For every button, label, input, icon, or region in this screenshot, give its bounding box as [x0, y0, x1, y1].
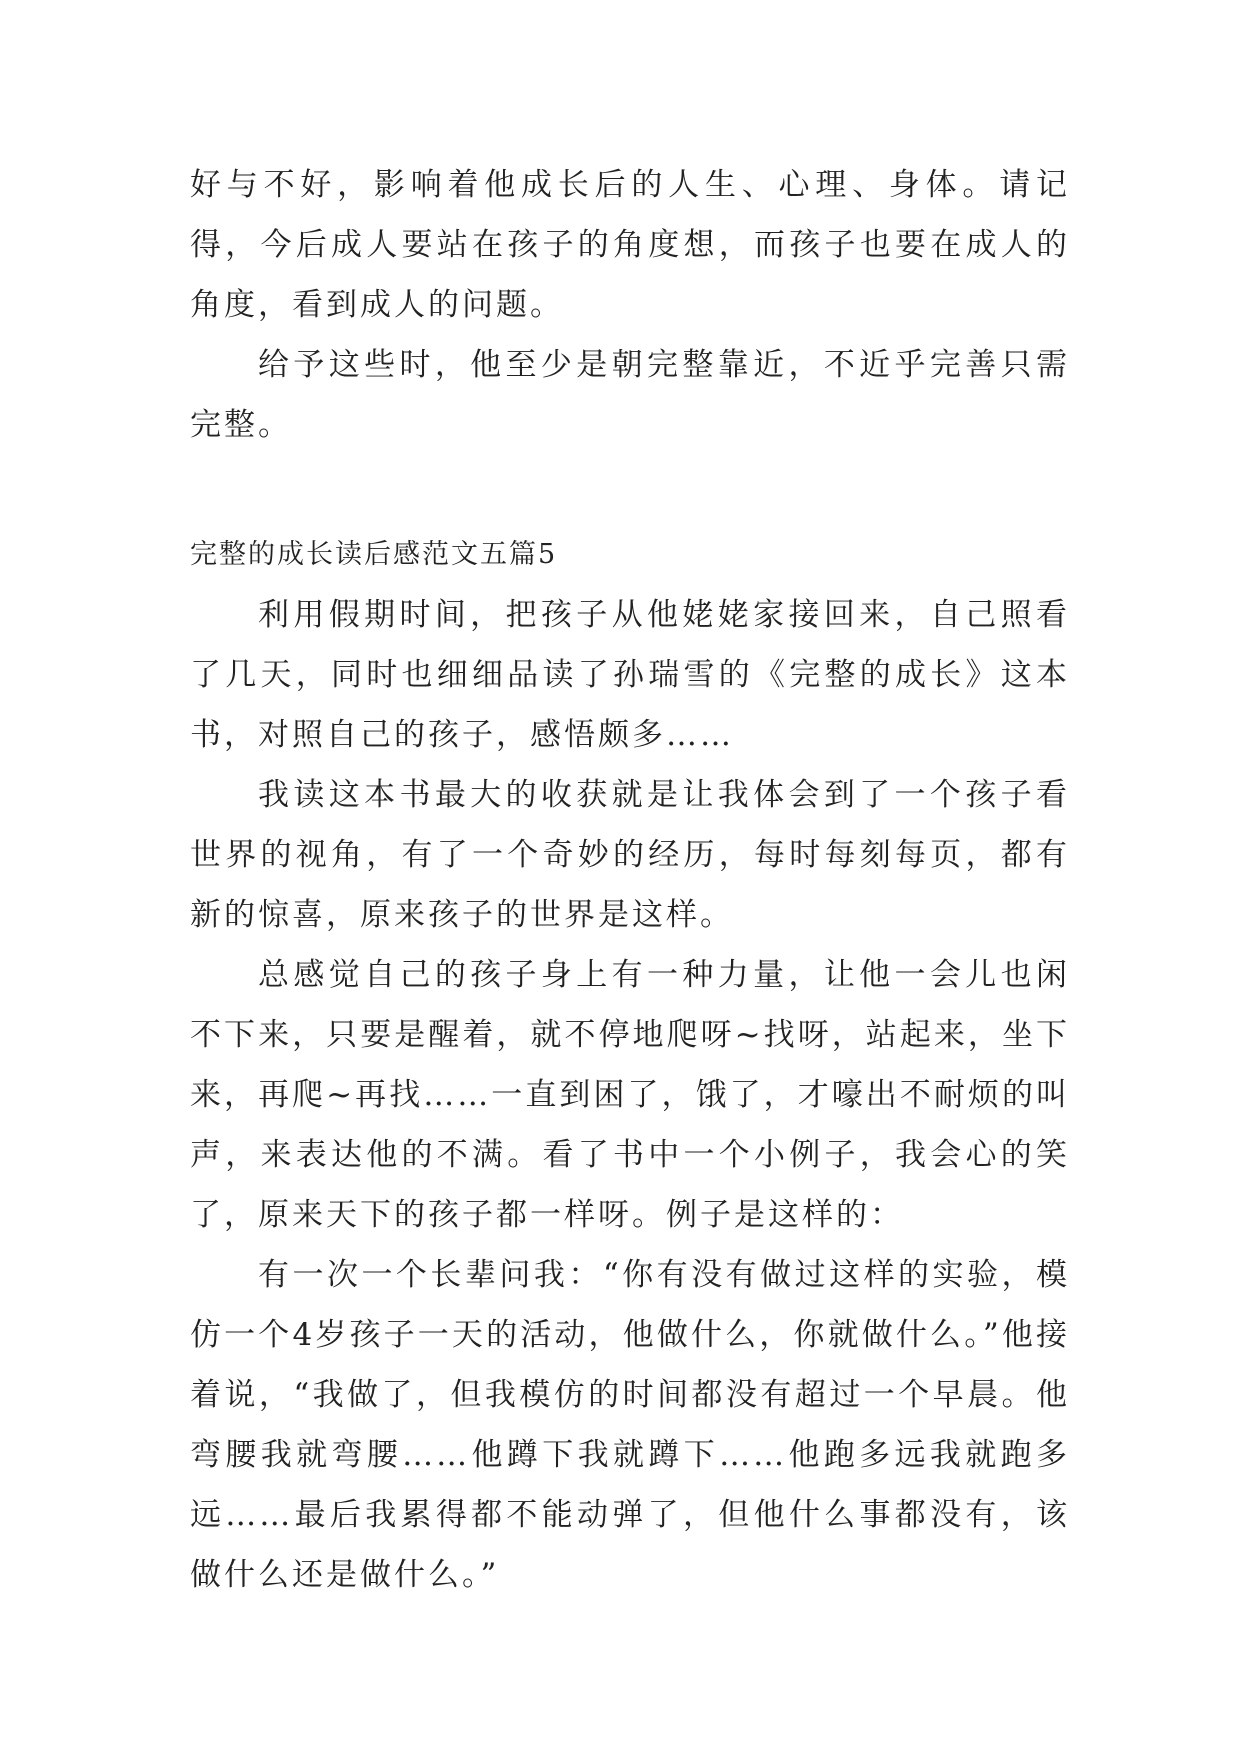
paragraph: 给予这些时，他至少是朝完整靠近，不近乎完善只需完整。 — [190, 347, 1070, 443]
section-title: 完整的成长读后感范文五篇5 — [190, 539, 558, 570]
paragraph: 利用假期时间，把孩子从他姥姥家接回来，自己照看了几天，同时也细细品读了孙瑞雪的《完整的成长》这本书，对照自己的孩子，感悟颇多…… — [190, 597, 1070, 753]
paragraph: 有一次一个长辈问我：“你有没有做过这样的实验，模仿一个4岁孩子一天的活动，他做什么，你就做什么。”他接着说，“我做了，但我模仿的时间都没有超过一个早晨。他弯腰我就弯腰……他蹲下我就蹲下……他跑多远我就跑多远……最后我累得都不能动弹了，但他什么事都没有，该做什么还是做什么。” — [190, 1257, 1070, 1593]
document-body — [190, 155, 1070, 1605]
paragraph-continued: 好与不好，影响着他成长后的人生、心理、身体。请记得，今后成人要站在孩子的角度想，而孩子也要在成人的角度，看到成人的问题。 — [190, 167, 1070, 323]
paragraph: 总感觉自己的孩子身上有一种力量，让他一会儿也闲不下来，只要是醒着，就不停地爬呀~找呀，站起来，坐下来，再爬~再找……一直到困了，饿了，才嚎出不耐烦的叫声，来表达他的不满。看了书中一个小例子，我会心的笑了，原来天下的孩子都一样呀。例子是这样的： — [190, 957, 1070, 1233]
section-spacer — [190, 455, 1070, 525]
paragraph: 我读这本书最大的收获就是让我体会到了一个孩子看世界的视角，有了一个奇妙的经历，每时每刻每页，都有新的惊喜，原来孩子的世界是这样。 — [190, 777, 1070, 933]
